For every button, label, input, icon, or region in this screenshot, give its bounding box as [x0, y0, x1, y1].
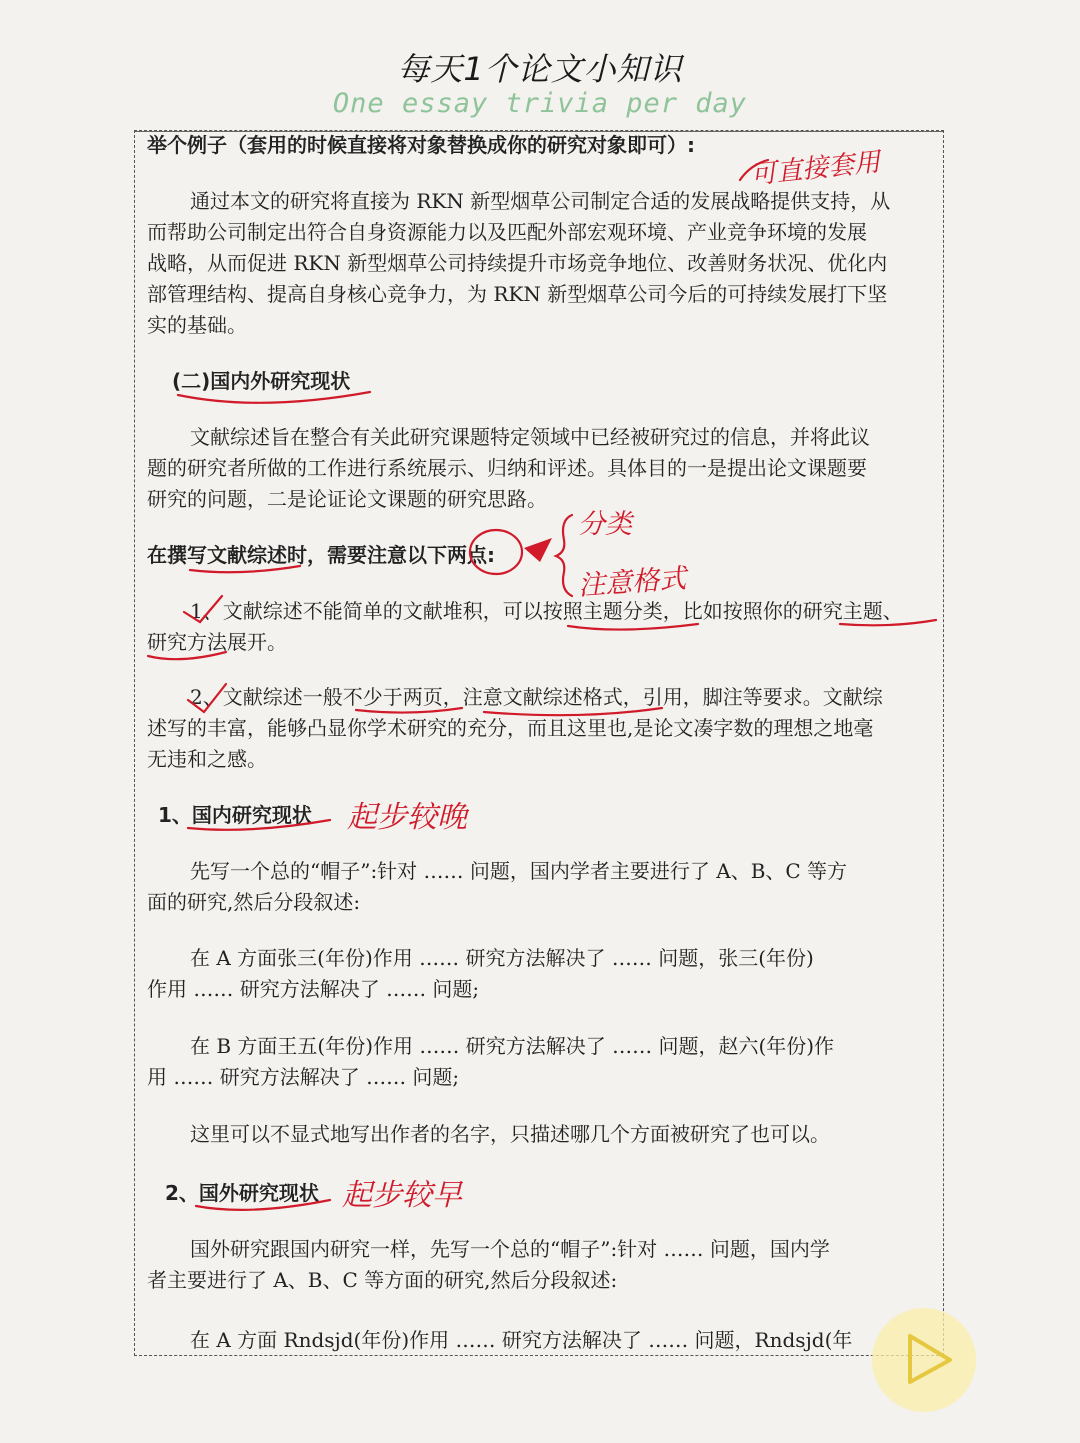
p2-line: 文献综述旨在整合有关此研究课题特定领域中已经被研究过的信息，并将此议	[190, 425, 870, 449]
domestic-line: 在 A 方面张三(年份)作用 …… 研究方法解决了 …… 问题，张三(年份)	[190, 946, 814, 970]
p1-line: 实的基础。	[147, 313, 247, 337]
page-subtitle: One essay trivia per day	[332, 88, 748, 119]
domestic-heading: 1、国内研究现状	[158, 803, 312, 827]
point2-line: 2、文献综述一般不少于两页，注意文献综述格式，引用，脚注等要求。文献综	[190, 685, 883, 709]
note-classify: 分类	[578, 509, 632, 540]
p1-line: 部管理结构、提高自身核心竞争力，为 RKN 新型烟草公司今后的可持续发展打下坚	[147, 282, 888, 306]
p1-line: 而帮助公司制定出符合自身资源能力以及匹配外部宏观环境、产业竞争环境的发展	[147, 220, 867, 244]
p2-line: 研究的问题，二是论证论文课题的研究思路。	[147, 487, 547, 511]
domestic-line: 面的研究,然后分段叙述:	[147, 890, 361, 914]
foreign-line: 者主要进行了 A、B、C 等方面的研究,然后分段叙述:	[147, 1268, 618, 1292]
foreign-paragraph-2: 在 A 方面 Rndsjd(年份)作用 …… 研究方法解决了 …… 问题，Rndsjd(年	[190, 1328, 853, 1352]
notice-heading: 在撰写文献综述时，需要注意以下两点:	[147, 543, 495, 567]
domestic-line: 作用 …… 研究方法解决了 …… 问题;	[147, 977, 480, 1001]
point2-line: 述写的丰富，能够凸显你学术研究的充分，而且这里也,是论文凑字数的理想之地毫	[147, 716, 874, 740]
note-direct-use: 可直接套用	[749, 147, 882, 191]
foreign-heading: 2、国外研究现状	[165, 1181, 319, 1205]
p1-line: 战略，从而促进 RKN 新型烟草公司持续提升市场竞争地位、改善财务状况、优化内	[147, 251, 888, 275]
note-early-start: 起步较早	[342, 1178, 462, 1213]
foreign-line: 国外研究跟国内研究一样，先写一个总的“帽子”:针对 …… 问题，国内学	[190, 1237, 830, 1261]
play-arrow-icon	[872, 1308, 976, 1412]
note-format: 注意格式	[577, 563, 688, 602]
example-heading: 举个例子（套用的时候直接将对象替换成你的研究对象即可）:	[147, 133, 695, 157]
domestic-line: 用 …… 研究方法解决了 …… 问题;	[147, 1065, 460, 1089]
p1-line: 通过本文的研究将直接为 RKN 新型烟草公司制定合适的发展战略提供支持，从	[190, 189, 891, 213]
point1-line: 研究方法展开。	[147, 630, 287, 654]
section2-heading: (二)国内外研究现状	[172, 369, 351, 393]
domestic-line: 在 B 方面王五(年份)作用 …… 研究方法解决了 …… 问题，赵六(年份)作	[190, 1034, 835, 1058]
domestic-paragraph-4: 这里可以不显式地写出作者的名字，只描述哪几个方面被研究了也可以。	[190, 1122, 830, 1146]
domestic-line: 先写一个总的“帽子”:针对 …… 问题，国内学者主要进行了 A、B、C 等方	[190, 859, 848, 883]
point1-line: 1、文献综述不能简单的文献堆积，可以按照主题分类，比如按照你的研究主题、	[190, 599, 903, 623]
page-title: 每天1个论文小知识	[397, 50, 683, 88]
point2-line: 无违和之感。	[147, 747, 267, 771]
note-late-start: 起步较晚	[347, 800, 467, 835]
next-page-button[interactable]	[872, 1308, 976, 1412]
p2-line: 题的研究者所做的工作进行系统展示、归纳和评述。具体目的一是提出论文课题要	[147, 456, 867, 480]
